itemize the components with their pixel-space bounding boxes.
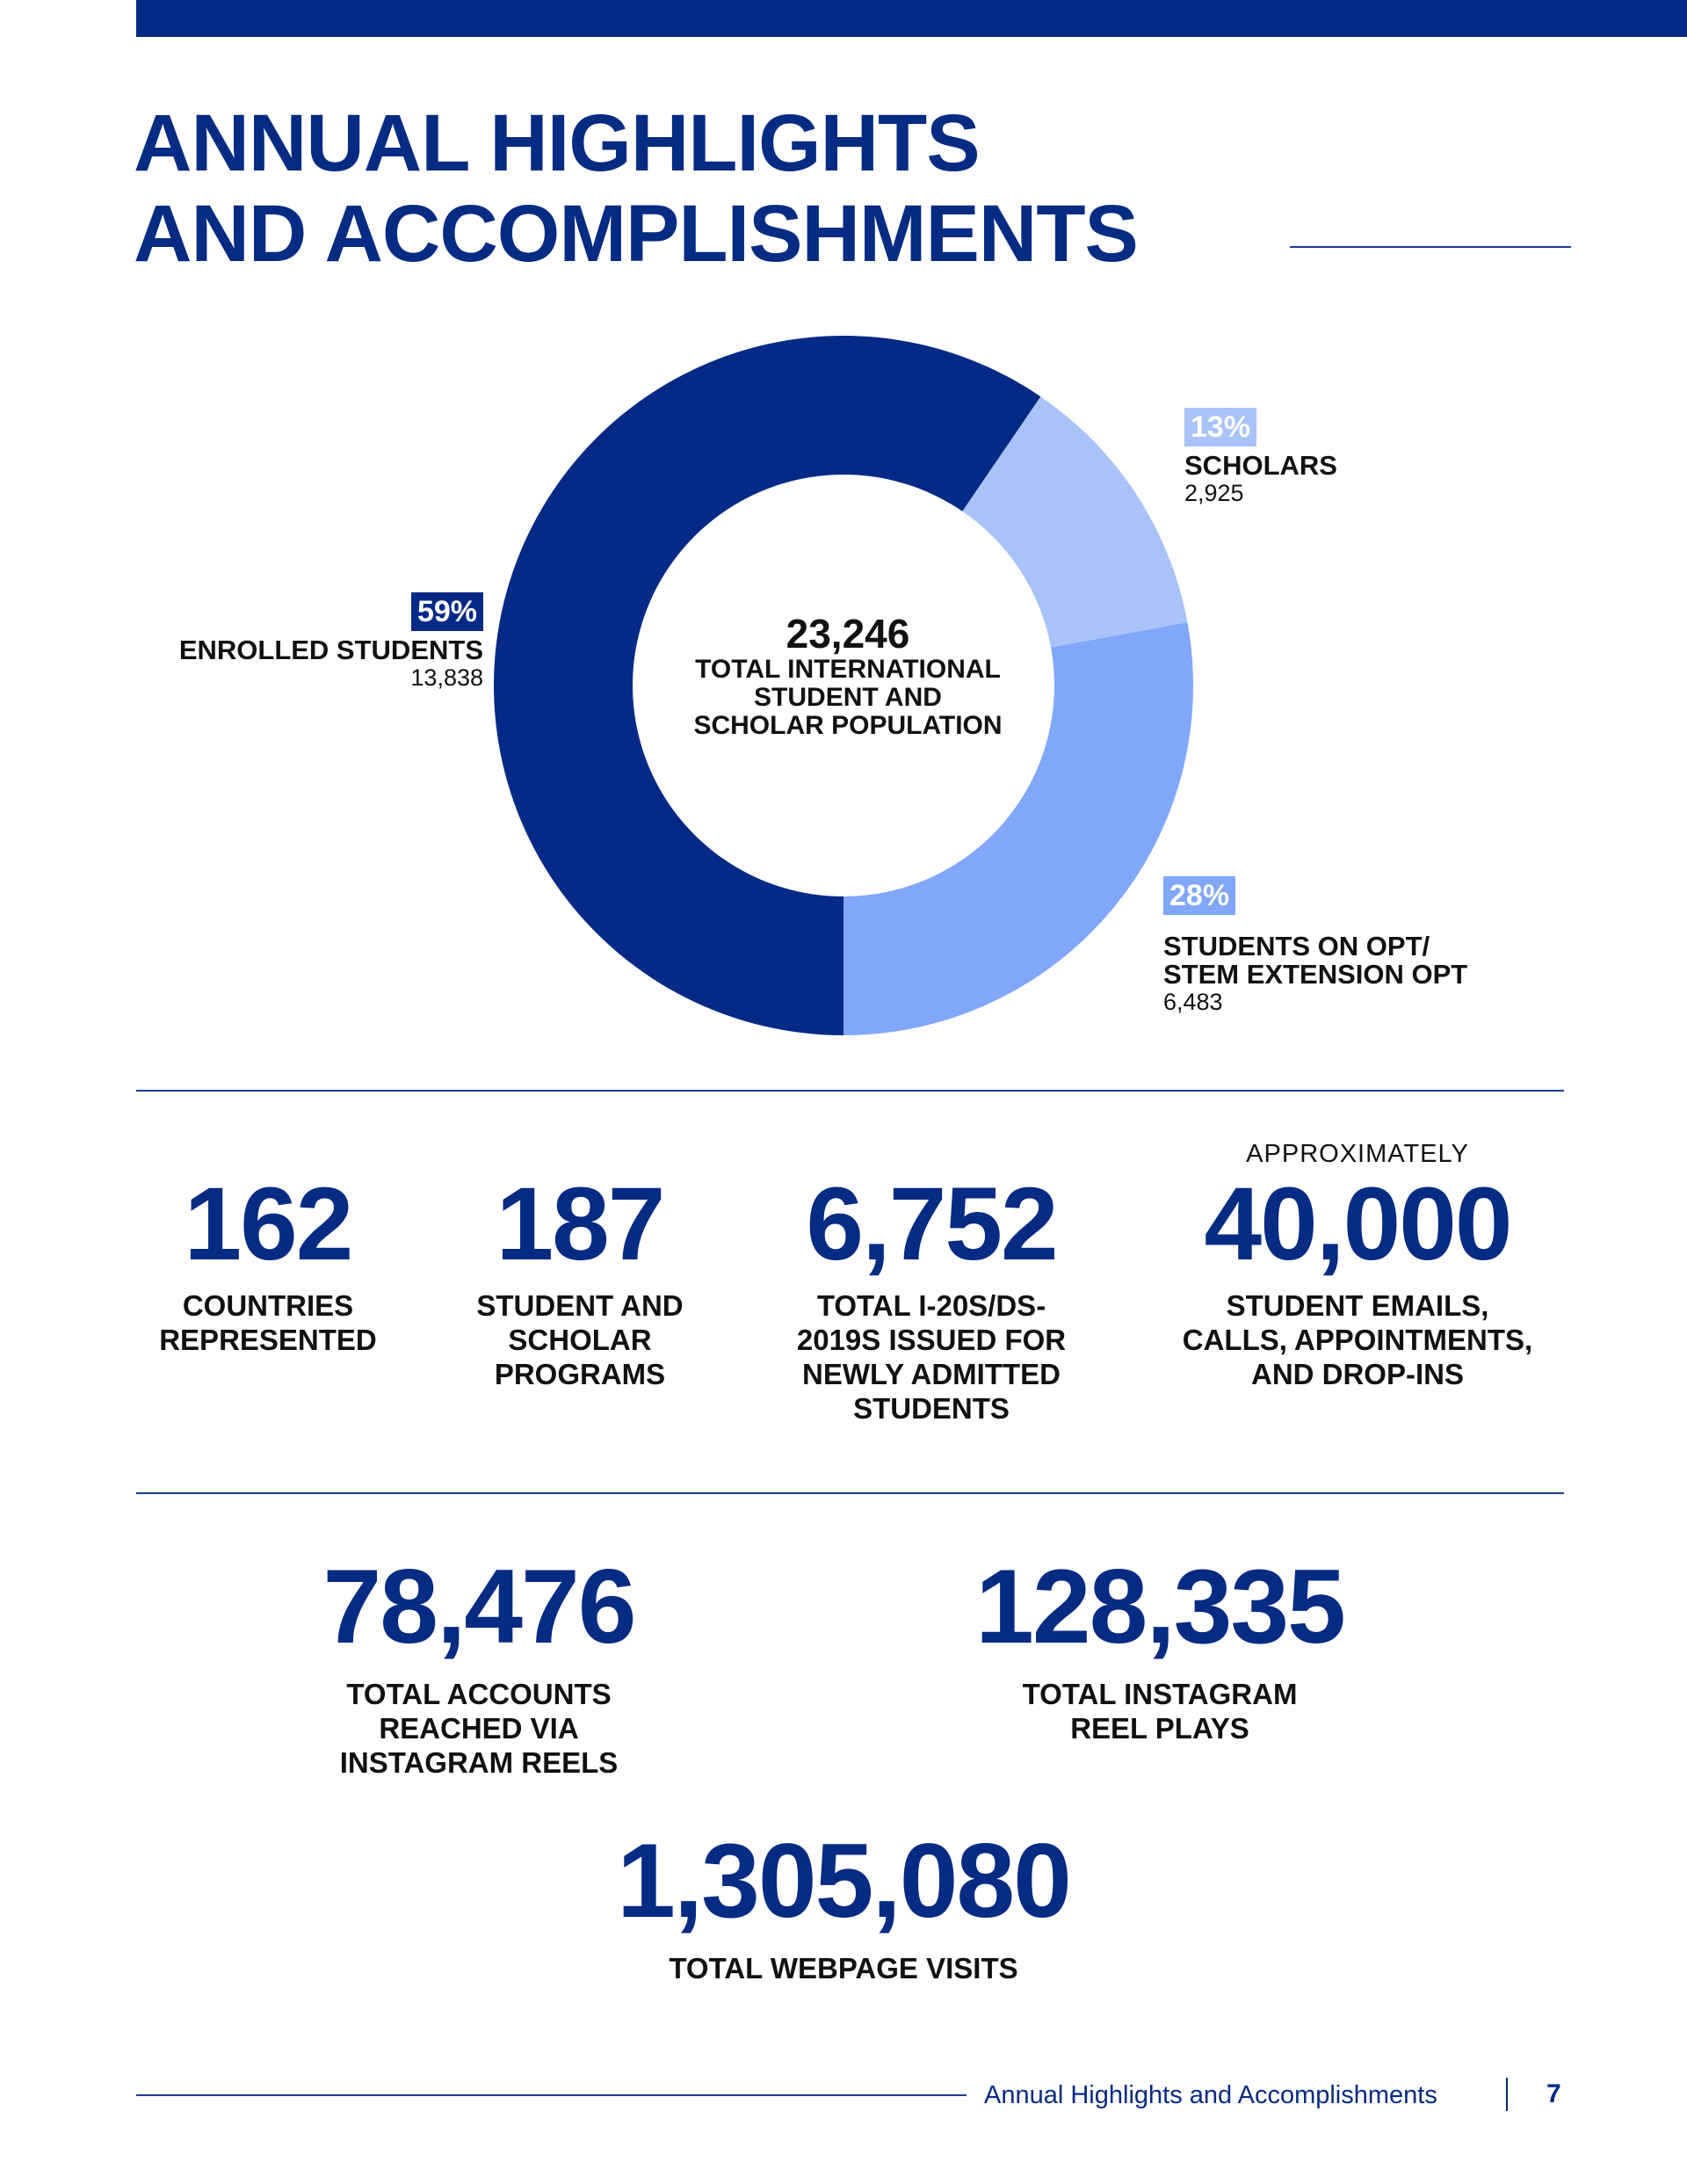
total-population-label: TOTAL INTERNATIONAL STUDENT AND SCHOLAR POPULATION [693,655,1003,740]
page-title [134,98,1138,279]
segment-name-opt: STUDENTS ON OPT/ STEM EXTENSION OPT [1163,931,1468,990]
donut-center-total [633,612,1063,740]
percent-badge-scholars: 13% [1184,408,1256,446]
stat-instagram-reel-plays [905,1550,1415,1745]
stat-caption: TOTAL ACCOUNTS REACHED VIA INSTAGRAM REELS [339,1678,619,1779]
footer-separator [1506,2078,1508,2111]
percent-badge-enrolled: 59% [411,592,483,631]
stat-student-contacts [1142,1139,1573,1391]
stat-caption: STUDENT AND SCHOLAR PROGRAMS [476,1289,684,1390]
segment-value-enrolled: 13,838 [410,664,483,691]
stat-caption: TOTAL I-20S/DS- 2019S ISSUED FOR NEWLY ADMITTED STUDENTS [796,1289,1067,1425]
stat-value: 6,752 [806,1166,1057,1282]
stat-value: 1,305,080 [617,1822,1070,1940]
stat-value: 78,476 [322,1548,635,1665]
stat-prefix [132,1139,404,1169]
stat-countries [132,1139,404,1357]
stat-prefix [751,1139,1111,1169]
segment-label-scholars [1184,408,1474,506]
stat-value: 162 [184,1166,352,1282]
segment-value-scholars: 2,925 [1184,480,1244,506]
segment-value-opt: 6,483 [1163,989,1223,1015]
stat-value: 128,335 [975,1548,1344,1665]
stat-caption: TOTAL INSTAGRAM REEL PLAYS [1022,1678,1298,1745]
top-accent-bar [136,0,1687,37]
section-divider-1 [136,1090,1564,1092]
segment-name-enrolled: ENROLLED STUDENTS [178,635,483,665]
stat-programs [439,1139,720,1391]
stat-value: 40,000 [1204,1166,1511,1282]
segment-label-opt [1163,876,1576,1015]
page-number: 7 [1546,2079,1561,2108]
segment-label-enrolled [149,592,483,691]
stat-webpage-visits [527,1822,1160,1985]
title-divider [1290,246,1571,248]
percent-badge-opt: 28% [1163,876,1235,915]
page-title-line-1: ANNUAL HIGHLIGHTS [134,98,980,188]
stat-caption: STUDENT EMAILS, CALLS, APPOINTMENTS, AND DROP-INS [1182,1289,1533,1390]
stat-value: 187 [496,1166,664,1282]
stat-i20-issued [751,1139,1111,1426]
section-divider-2 [136,1492,1564,1494]
total-population-value: 23,246 [786,611,910,657]
footer-divider [136,2094,967,2096]
stat-instagram-accounts [250,1550,707,1780]
segment-name-scholars: SCHOLARS [1184,450,1337,481]
page-title-line-2: AND ACCOMPLISHMENTS [134,189,1138,279]
stat-prefix: APPROXIMATELY [1246,1140,1469,1168]
stat-prefix [439,1139,720,1169]
footer-section-title: Annual Highlights and Accomplishments [984,2081,1437,2109]
stat-caption: TOTAL WEBPAGE VISITS [669,1952,1018,1984]
stat-caption: COUNTRIES REPRESENTED [159,1289,377,1356]
